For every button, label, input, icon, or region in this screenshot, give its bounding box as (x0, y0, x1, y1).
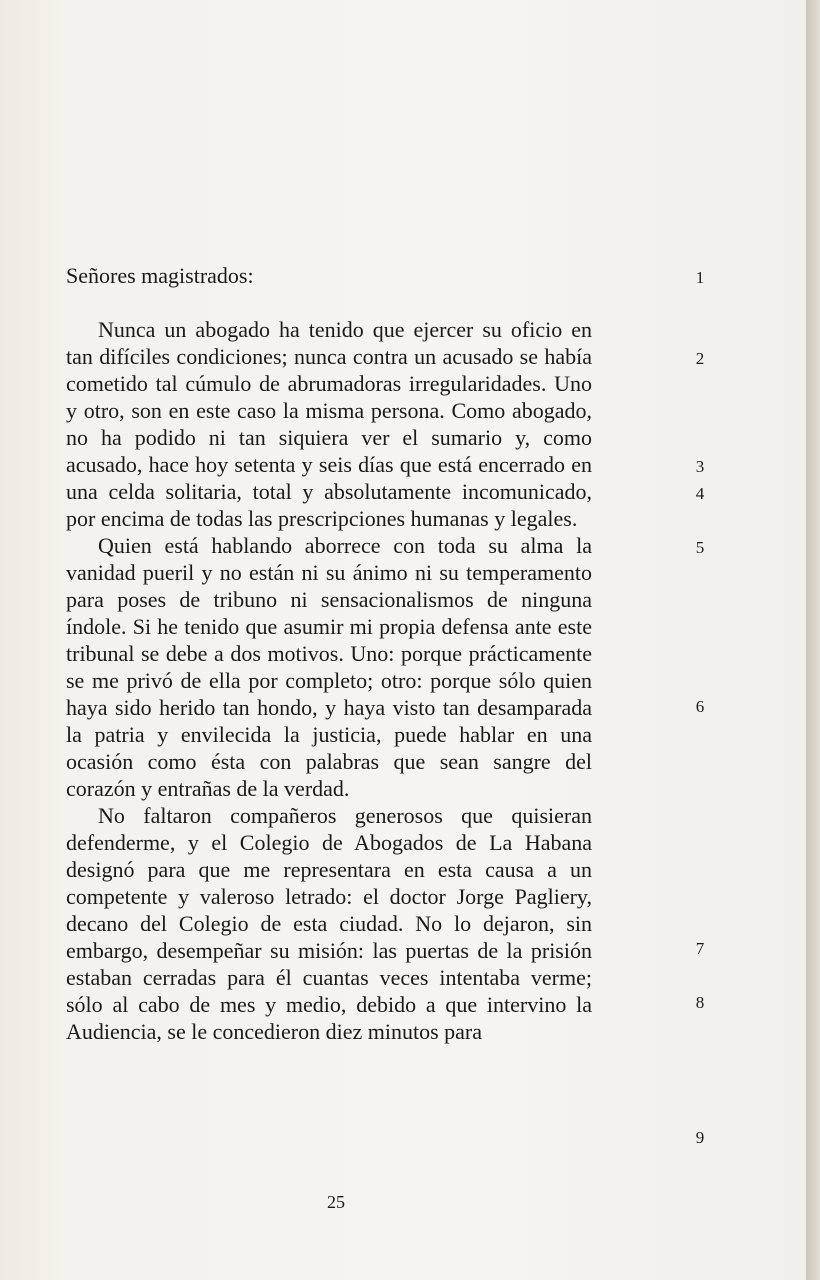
line-number-2: 2 (695, 349, 705, 368)
line-number-1: 1 (695, 268, 705, 287)
line-number-3: 3 (695, 457, 705, 476)
line-number-7: 7 (695, 939, 705, 958)
line-number-4: 4 (695, 484, 705, 503)
paragraph-3: No faltaron compañeros generosos que quisieran defenderme, y el Colegio de Abogados de La Habana designó para que me representara en esta causa a un competente y valeroso letrado: el doctor Jorge Pagliery, decano del Colegio de esta ciudad. No lo dejaron, sin embargo, desempeñar su misión: las puertas de la prisión estaban cerradas para él cuantas veces intentaba verme; sólo al cabo de mes y medio, debido a que intervino la Audiencia, se le concedieron diez minutos para (66, 803, 592, 1044)
book-gutter-edge (806, 0, 820, 1280)
line-number-9: 9 (695, 1128, 705, 1147)
body-text (66, 262, 592, 1045)
salutation: Señores magistrados: (66, 263, 254, 288)
paragraph-1: Nunca un abogado ha tenido que ejercer su oficio en tan difíciles condiciones; nunca contra un acusado se había cometido tal cúmulo de abrumadoras irregularidades. Uno y otro, son en este caso la misma persona. Como abogado, no ha podido ni tan siquiera ver el sumario y, como acusado, hace hoy setenta y seis días que está encerrado en una celda solitaria, total y absolutamente incomunicado, por encima de todas las prescripciones humanas y legales. (66, 317, 592, 531)
line-number-6: 6 (695, 697, 705, 716)
line-number-8: 8 (695, 993, 705, 1012)
paragraph-2: Quien está hablando aborrece con toda su alma la vanidad pueril y no están ni su ánimo ni su temperamento para poses de tribuno ni sensacionalismos de ninguna índole. Si he tenido que asumir mi propia defensa ante este tribunal se debe a dos motivos. Uno: porque prácticamente se me privó de ella por completo; otro: porque sólo quien haya sido herido tan hondo, y haya visto tan desamparada la patria y envilecida la justicia, puede hablar en una ocasión como ésta con palabras que sean sangre del corazón y entrañas de la verdad. (66, 533, 592, 801)
page-number: 25 (327, 1192, 345, 1212)
line-number-5: 5 (695, 538, 705, 557)
